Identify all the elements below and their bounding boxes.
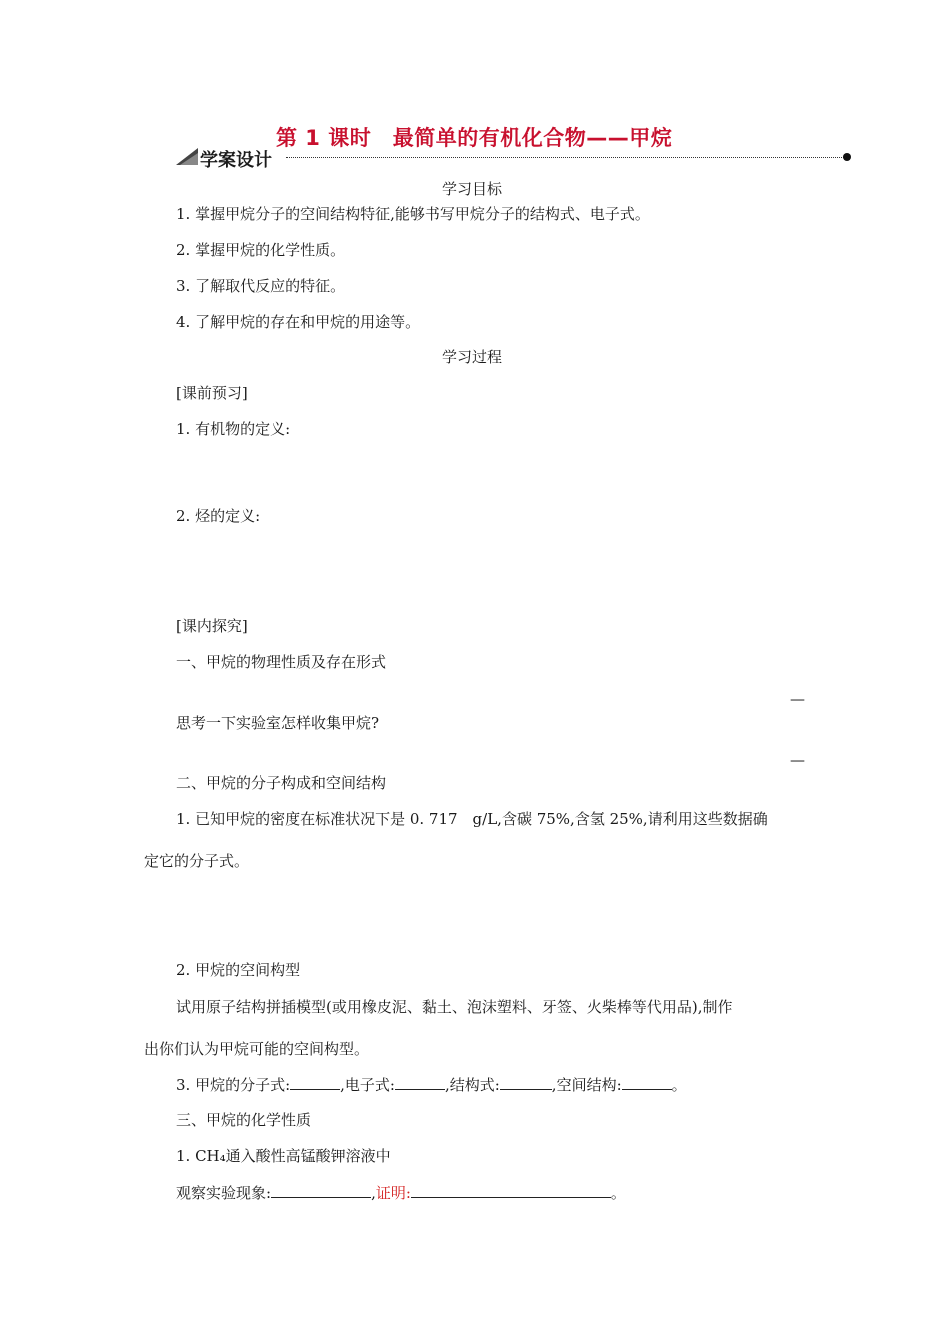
observation-blank[interactable]: [271, 1183, 371, 1198]
think-question: 思考一下实验室怎样收集甲烷?: [176, 714, 380, 732]
question-2-heading: 2. 甲烷的空间构型: [176, 961, 301, 979]
structural-formula-label: ,结构式:: [444, 1076, 500, 1094]
question-2-body-1: 试用原子结构拼插模型(或用橡皮泥、黏土、泡沫塑料、牙签、火柴棒等代用品),制作: [176, 998, 733, 1016]
observe-end: 。: [610, 1184, 626, 1202]
observation-line: [176, 1182, 626, 1203]
preview-question-2: 2. 烃的定义:: [176, 507, 261, 525]
answer-dash: —: [790, 751, 805, 769]
inclass-label: [课内探究]: [176, 617, 248, 635]
section-1-heading: 一、甲烷的物理性质及存在形式: [176, 653, 387, 671]
objective-item: 3. 了解取代反应的特征。: [176, 277, 346, 295]
section-banner: [176, 146, 852, 172]
question-3: [176, 1074, 687, 1095]
banner-divider: [286, 157, 846, 158]
banner-label: 学案设计: [200, 150, 272, 171]
pencil-icon: [176, 148, 198, 166]
page-title: 第 1 课时 最简单的有机化合物——甲烷: [276, 126, 673, 150]
question-1-line-2: 定它的分子式。: [144, 852, 250, 870]
observe-comma: ,: [371, 1184, 376, 1202]
electron-formula-label: ,电子式:: [340, 1076, 395, 1094]
observe-label: 观察实验现象:: [176, 1184, 272, 1202]
chemical-question-1: 1. CH₄通入酸性高锰酸钾溶液中: [176, 1147, 391, 1165]
spatial-structure-blank[interactable]: [622, 1075, 672, 1090]
preview-question-1: 1. 有机物的定义:: [176, 420, 291, 438]
molecular-formula-blank[interactable]: [290, 1075, 340, 1090]
section-3-heading: 三、甲烷的化学性质: [176, 1111, 312, 1129]
spatial-structure-label: ,空间结构:: [551, 1076, 622, 1094]
banner-end-dot: [843, 153, 851, 161]
question-2-body-2: 出你们认为甲烷可能的空间构型。: [144, 1040, 370, 1058]
answer-dash: —: [790, 690, 805, 708]
proof-label: 证明:: [375, 1184, 411, 1202]
question-1-line-1: 1. 已知甲烷的密度在标准状况下是 0. 717 g/L,含碳 75%,含氢 25%,请利用这些数据确: [176, 810, 768, 828]
objective-item: 4. 了解甲烷的存在和甲烷的用途等。: [176, 313, 421, 331]
objectives-heading: 学习目标: [442, 180, 503, 198]
sentence-end: 。: [671, 1076, 687, 1094]
preview-label: [课前预习]: [176, 384, 248, 402]
objective-item: 1. 掌握甲烷分子的空间结构特征,能够书写甲烷分子的结构式、电子式。: [176, 205, 650, 223]
electron-formula-blank[interactable]: [395, 1075, 445, 1090]
structural-formula-blank[interactable]: [500, 1075, 552, 1090]
molecular-formula-label: 3. 甲烷的分子式:: [176, 1076, 291, 1094]
process-heading: 学习过程: [442, 348, 503, 366]
objective-item: 2. 掌握甲烷的化学性质。: [176, 241, 346, 259]
section-2-heading: 二、甲烷的分子构成和空间结构: [176, 774, 387, 792]
proof-blank[interactable]: [411, 1183, 611, 1198]
